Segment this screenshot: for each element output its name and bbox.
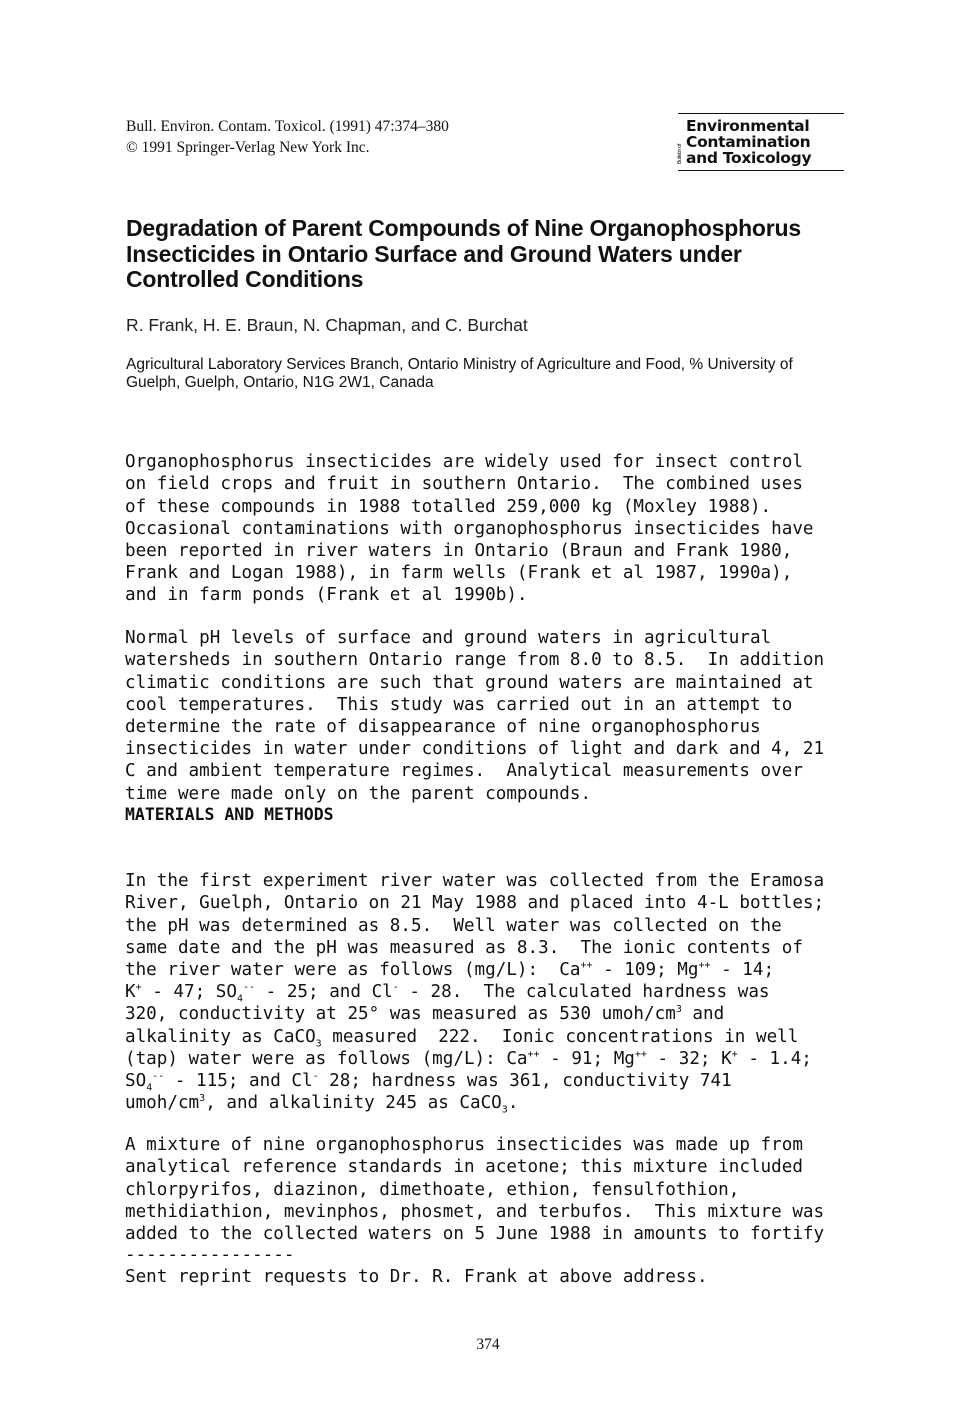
text-line: Occasional contaminations with organophosphorus insecticides have bbox=[125, 518, 814, 539]
paragraph-intro bbox=[125, 429, 814, 629]
text-line: time were made only on the parent compounds. bbox=[125, 783, 592, 804]
text-line: same date and the pH was measured as 8.3. The ionic contents of bbox=[125, 937, 803, 958]
footnote-text: Sent reprint requests to Dr. R. Frank at above address. bbox=[125, 1267, 708, 1287]
superscript: + bbox=[731, 1048, 738, 1060]
paragraph-methods-water bbox=[125, 848, 824, 1137]
paragraph-ph-levels bbox=[125, 605, 824, 827]
text-line bbox=[125, 959, 824, 981]
citation-line: Bull. Environ. Contam. Toxicol. (1991) 47:374–380 bbox=[126, 118, 449, 135]
text-span: - 25; and Cl bbox=[255, 982, 393, 1003]
text-span: measured 222. Ionic concentrations in well bbox=[321, 1026, 799, 1047]
text-line: on field crops and fruit in southern Ontario. The combined uses bbox=[125, 474, 803, 495]
text-span: and bbox=[681, 1004, 725, 1025]
text-span: (tap) water were as follows (mg/L): Ca bbox=[125, 1048, 528, 1069]
section-heading: MATERIALS AND METHODS bbox=[125, 805, 334, 824]
text-line bbox=[125, 1026, 824, 1048]
text-span: - 47; SO bbox=[141, 982, 237, 1003]
superscript: ++ bbox=[580, 960, 593, 972]
text-span: 28; hardness was 361, conductivity 741 bbox=[318, 1071, 732, 1092]
journal-logo-line-3: and Toxicology bbox=[686, 149, 812, 167]
superscript: ++ bbox=[634, 1048, 647, 1060]
text-line: of these compounds in 1988 totalled 259,000 kg (Moxley 1988). bbox=[125, 496, 772, 517]
superscript: -- bbox=[243, 982, 256, 994]
text-line: been reported in river waters in Ontario (Braun and Frank 1980, bbox=[125, 541, 793, 562]
text-line: insecticides in water under conditions of light and dark and 4, 21 bbox=[125, 739, 825, 760]
superscript: - bbox=[312, 1071, 319, 1083]
superscript: ++ bbox=[527, 1048, 540, 1060]
superscript: 3 bbox=[199, 1093, 206, 1105]
superscript: ++ bbox=[698, 960, 711, 972]
text-line: Organophosphorus insecticides are widely used for insect control bbox=[125, 452, 803, 473]
text-span: - 32; K bbox=[646, 1048, 732, 1069]
superscript: -- bbox=[152, 1071, 165, 1083]
superscript: - bbox=[392, 982, 399, 994]
page-number: 374 bbox=[476, 1336, 500, 1353]
text-line bbox=[125, 981, 824, 1003]
text-line: A mixture of nine organophosphorus insecticides was made up from bbox=[125, 1135, 803, 1156]
text-line bbox=[125, 1003, 824, 1025]
text-line: and in farm ponds (Frank et al 1990b). bbox=[125, 585, 528, 606]
text-line: Frank and Logan 1988), in farm wells (Frank et al 1987, 1990a), bbox=[125, 563, 793, 584]
text-line: climatic conditions are such that ground waters are maintained at bbox=[125, 672, 814, 693]
text-line: analytical reference standards in acetone; this mixture included bbox=[125, 1157, 803, 1178]
copyright-line: © 1991 Springer-Verlag New York Inc. bbox=[126, 139, 370, 156]
text-span: - 1.4; bbox=[737, 1048, 812, 1069]
text-span: the river water were as follows (mg/L): Ca bbox=[125, 960, 581, 981]
journal-logo bbox=[678, 113, 844, 171]
footnote-rule: ---------------- bbox=[125, 1245, 295, 1265]
superscript: + bbox=[135, 982, 142, 994]
text-span: umoh/cm bbox=[125, 1093, 200, 1114]
subscript: 4 bbox=[146, 1082, 153, 1094]
text-span: - 14; bbox=[710, 960, 775, 981]
text-line bbox=[125, 1070, 824, 1092]
author-affiliation: Agricultural Laboratory Services Branch, Ontario Ministry of Agriculture and Food, % University of Guelph, Guelph, Ontario, N1G 2W1, Canada bbox=[126, 356, 793, 391]
subscript: 3 bbox=[315, 1038, 322, 1050]
text-span: - 28. The calculated hardness was bbox=[398, 982, 770, 1003]
text-span: - 115; and Cl bbox=[164, 1071, 313, 1092]
text-line: watersheds in southern Ontario range from 8.0 to 8.5. In addition bbox=[125, 650, 825, 671]
text-span: - 109; Mg bbox=[592, 960, 699, 981]
text-span: , and alkalinity 245 as CaCO bbox=[205, 1093, 502, 1114]
text-line bbox=[125, 1048, 824, 1070]
superscript: 3 bbox=[675, 1004, 682, 1016]
journal-logo-vertical-text: Bulletin of bbox=[677, 144, 683, 164]
text-span: alkalinity as CaCO bbox=[125, 1026, 316, 1047]
text-span: SO bbox=[125, 1071, 147, 1092]
journal-logo-line-1: Environmental bbox=[686, 117, 810, 135]
text-line: the pH was determined as 8.5. Well water was collected on the bbox=[125, 915, 782, 936]
text-span: - 91; Mg bbox=[539, 1048, 635, 1069]
citation-block bbox=[126, 116, 449, 158]
text-line: chlorpyrifos, diazinon, dimethoate, ethion, fensulfothion, bbox=[125, 1179, 740, 1200]
text-line: added to the collected waters on 5 June 1988 in amounts to fortify bbox=[125, 1224, 825, 1245]
subscript: 3 bbox=[501, 1104, 508, 1116]
article-authors: R. Frank, H. E. Braun, N. Chapman, and C. Burchat bbox=[126, 315, 528, 335]
text-span: 320, conductivity at 25° was measured as 530 umoh/cm bbox=[125, 1004, 676, 1025]
text-line: determine the rate of disappearance of nine organophosphorus bbox=[125, 717, 761, 738]
text-line: C and ambient temperature regimes. Analytical measurements over bbox=[125, 761, 803, 782]
journal-logo-line-2: Contamination bbox=[686, 133, 811, 151]
text-line: Normal pH levels of surface and ground waters in agricultural bbox=[125, 628, 772, 649]
text-line: cool temperatures. This study was carried out in an attempt to bbox=[125, 694, 793, 715]
text-line: In the first experiment river water was collected from the Eramosa bbox=[125, 871, 825, 892]
text-line: methidiathion, mevinphos, phosmet, and terbufos. This mixture was bbox=[125, 1201, 825, 1222]
text-span: . bbox=[507, 1093, 519, 1114]
text-span: K bbox=[125, 982, 136, 1003]
text-line: River, Guelph, Ontario on 21 May 1988 and placed into 4-L bottles; bbox=[125, 893, 825, 914]
subscript: 4 bbox=[236, 993, 243, 1005]
article-title: Degradation of Parent Compounds of Nine Organophosphorus Insecticides in Ontario Surface and Ground Waters under Controlled Conditions bbox=[126, 215, 801, 292]
